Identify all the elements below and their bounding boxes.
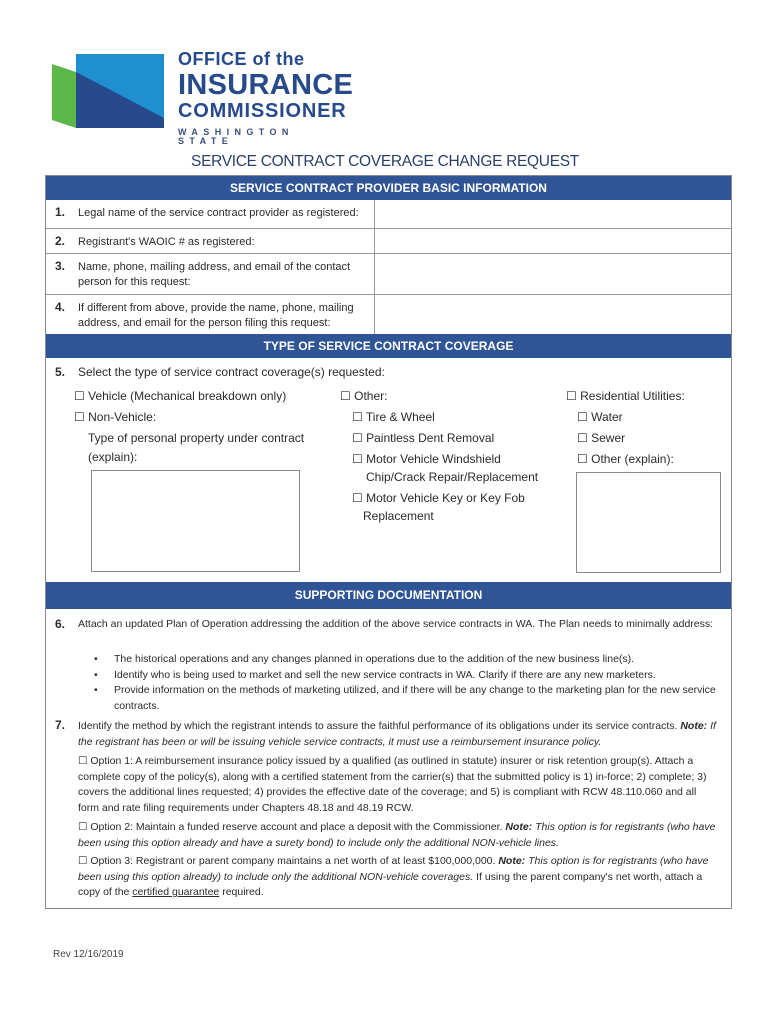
request-form — [45, 175, 732, 909]
option-3[interactable] — [78, 854, 723, 901]
option-3-text: Option 3: Registrant or parent company maintains a net worth of at least $100,000,000. — [90, 855, 496, 867]
checkbox-icon[interactable]: ☐ — [78, 821, 88, 833]
certified-guarantee-link[interactable]: certified guarantee — [132, 886, 220, 898]
checkbox-icon[interactable]: ☐ — [78, 855, 88, 867]
checkbox-label: Residential Utilities: — [580, 389, 685, 403]
checkbox-residential-utilities[interactable] — [566, 388, 685, 405]
question-number: 6. — [55, 617, 66, 631]
checkbox-label: Sewer — [591, 431, 626, 445]
note-label: Note: — [498, 855, 526, 867]
question-label: Legal name of the service contract provider as registered: — [78, 207, 359, 219]
checkbox-icon[interactable]: ☐ — [74, 389, 85, 403]
question-number: 5. — [55, 365, 66, 379]
revision-date: Rev 12/16/2019 — [53, 949, 124, 960]
checkbox-windshield[interactable] — [352, 451, 501, 468]
plan-requirements-list — [94, 652, 716, 714]
property-prompt-explain: (explain): — [88, 450, 138, 464]
logo-line-state: WASHINGTON STATE — [178, 127, 294, 146]
question-row-2 — [46, 228, 731, 253]
question-number: 1. — [55, 205, 66, 219]
windshield-label-cont: Chip/Crack Repair/Replacement — [366, 470, 539, 484]
checkbox-icon[interactable]: ☐ — [74, 410, 85, 424]
checkbox-sewer[interactable] — [577, 430, 625, 447]
checkbox-icon[interactable]: ☐ — [352, 431, 363, 445]
personal-property-explain-textarea[interactable] — [91, 470, 300, 572]
checkbox-label: Vehicle (Mechanical breakdown only) — [88, 389, 287, 403]
question-7-label: Identify the method by which the registrant intends to assure the faithful performance of its obligations under its service contracts. — [78, 720, 678, 732]
checkbox-other-utility[interactable] — [577, 451, 674, 468]
question-label: Select the type of service contract coverage(s) requested: — [78, 365, 385, 379]
checkbox-icon[interactable]: ☐ — [577, 452, 588, 466]
checkbox-vehicle[interactable] — [74, 388, 286, 405]
checkbox-other[interactable] — [340, 388, 387, 405]
logo-line-commissioner: COMMISSIONER — [178, 100, 347, 122]
question-row-1 — [46, 200, 731, 228]
question-6-text: Attach an updated Plan of Operation addressing the addition of the above service contracts in WA. The Plan needs to minimally address: — [78, 618, 714, 630]
question-row-4 — [46, 294, 731, 334]
checkbox-icon[interactable]: ☐ — [78, 755, 88, 767]
option-2[interactable] — [78, 820, 718, 851]
question-label: Registrant's WAOIC # as registered: — [78, 236, 255, 248]
checkbox-label: Motor Vehicle Windshield — [366, 452, 501, 466]
oic-logo — [48, 48, 354, 146]
legal-name-field[interactable] — [374, 200, 731, 228]
checkbox-label: Motor Vehicle Key or Key Fob — [366, 491, 525, 505]
checkbox-icon[interactable]: ☐ — [340, 389, 351, 403]
checkbox-key-fob[interactable] — [352, 490, 525, 507]
list-item: • Provide information on the methods of marketing utilized, and if there will be any change to the marketing plan for the new service contracts. — [94, 683, 716, 714]
section-header-basic-info: SERVICE CONTRACT PROVIDER BASIC INFORMATION — [46, 176, 731, 200]
option-1[interactable] — [78, 754, 718, 816]
list-item: • Identify who is being used to market and sell the new service contracts in WA. Clarify if there are any new marketers. — [94, 668, 716, 684]
checkbox-label: Paintless Dent Removal — [366, 431, 495, 445]
oic-logo-mark — [48, 50, 164, 130]
key-fob-label-cont: Replacement — [363, 509, 434, 523]
option-2-text: Option 2: Maintain a funded reserve account and place a deposit with the Commissioner. — [90, 821, 503, 833]
checkbox-label: Tire & Wheel — [365, 410, 435, 424]
waoic-number-field[interactable] — [374, 229, 731, 253]
list-item: • The historical operations and any changes planned in operations due to the addition of the new business line(s). — [94, 652, 716, 668]
checkbox-icon[interactable]: ☐ — [352, 491, 363, 505]
form-title: SERVICE CONTRACT COVERAGE CHANGE REQUEST — [191, 153, 579, 170]
option-2-note: This option is for registrants (who have been using this option already and have a surety bond) to include only the additional NON-vehicle lines. — [78, 821, 716, 849]
option-1-text: Option 1: A reimbursement insurance policy issued by a qualified (as outlined in statute) insurer or risk retention group(s). Attach a complete copy of the policy(s), along with a certified statement from the carrier(s) that the submitted policy is 1) in-force; 2) complete; 3) covers the additional lines requested; 4) provides the effective date of the coverage; and 5) is compliant with RCW 48.110.060 and all form and rate filing requirements under Chapters 48.18 and 48.19 RCW. — [78, 755, 707, 814]
checkbox-paintless-dent[interactable] — [352, 430, 494, 447]
checkbox-icon[interactable]: ☐ — [352, 410, 363, 424]
question-number: 2. — [55, 234, 66, 248]
checkbox-icon[interactable]: ☐ — [577, 431, 588, 445]
question-label: If different from above, provide the name, phone, mailing address, and email for the person filing this request: — [78, 302, 354, 329]
section-header-coverage-type: TYPE OF SERVICE CONTRACT COVERAGE — [46, 334, 731, 358]
checkbox-non-vehicle[interactable] — [74, 409, 156, 426]
checkbox-label: Water — [591, 410, 623, 424]
checkbox-label: Other: — [354, 389, 388, 403]
question-label: Name, phone, mailing address, and email of the contact person for this request: — [78, 261, 351, 288]
option-3-tail: If using the parent company's net worth, attach a copy of the — [78, 870, 703, 898]
checkbox-label: Other (explain): — [591, 452, 674, 466]
option-3-tail-end: required. — [222, 886, 264, 898]
note-label: Note: — [505, 821, 533, 833]
question-number: 4. — [55, 300, 66, 314]
section-header-supporting-docs: SUPPORTING DOCUMENTATION — [46, 582, 731, 609]
checkbox-water[interactable] — [577, 409, 623, 426]
checkbox-icon[interactable]: ☐ — [577, 410, 588, 424]
logo-line-insurance: INSURANCE — [178, 69, 354, 101]
question-row-3 — [46, 253, 731, 294]
checkbox-tire-wheel[interactable] — [352, 409, 435, 426]
other-utility-explain-textarea[interactable] — [576, 472, 721, 573]
contact-person-field[interactable] — [374, 254, 731, 294]
question-number: 7. — [55, 718, 66, 732]
note-text: If the registrant has been or will be issuing vehicle service contracts, it must use a reimbursement insurance policy. — [78, 720, 716, 748]
option-3-note: This option is for registrants (who have been using this option already) to include only the additional NON-vehicle coverages. — [78, 855, 709, 883]
note-label: Note: — [680, 720, 708, 732]
logo-line-office: OFFICE of the — [178, 49, 305, 69]
checkbox-icon[interactable]: ☐ — [352, 452, 363, 466]
oic-logo-wordmark — [178, 48, 353, 146]
property-prompt: Type of personal property under contract — [88, 431, 305, 445]
question-number: 3. — [55, 259, 66, 273]
question-7-text — [78, 719, 723, 750]
checkbox-label: Non-Vehicle: — [88, 410, 157, 424]
checkbox-icon[interactable]: ☐ — [566, 389, 577, 403]
filer-contact-field[interactable] — [374, 295, 731, 334]
